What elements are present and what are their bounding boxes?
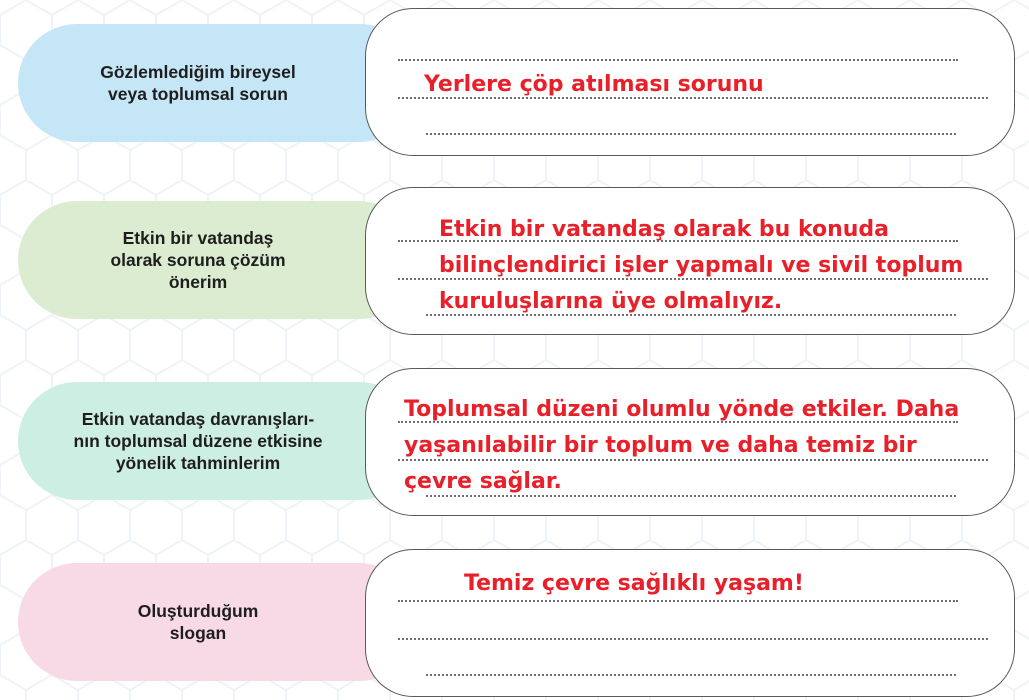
answer-line-1: Temiz çevre sağlıklı yaşam! bbox=[464, 571, 804, 596]
answer-line-1: Etkin bir vatandaş olarak bu konuda bbox=[439, 217, 890, 242]
answer-box-problem[interactable] bbox=[365, 8, 1015, 156]
label-text-problem: Gözlemlediğim bireysel veya toplumsal sorun bbox=[100, 62, 296, 104]
label-pill-predictions bbox=[18, 382, 418, 500]
label-pill-solution bbox=[18, 201, 418, 319]
label-pill-slogan bbox=[18, 563, 418, 681]
dotted-writing-line bbox=[398, 59, 958, 61]
answer-box-solution[interactable] bbox=[365, 187, 1015, 335]
label-text-solution: Etkin bir vatandaş olarak soruna çözüm önerim bbox=[110, 228, 286, 292]
answer-line-3: çevre sağlar. bbox=[404, 469, 562, 494]
dotted-writing-line bbox=[398, 638, 988, 640]
label-text-predictions: Etkin vatandaş davranışları- nın toplumsal düzene etkisine yönelik tahminlerim bbox=[73, 409, 323, 473]
label-text-slogan: Oluşturduğum slogan bbox=[137, 601, 259, 643]
label-pill-problem bbox=[18, 24, 418, 142]
answer-line-2: bilinçlendirici işler yapmalı ve sivil toplum bbox=[439, 253, 964, 278]
answer-line-2: yaşanılabilir bir toplum ve daha temiz bir bbox=[404, 433, 917, 458]
dotted-writing-line bbox=[426, 133, 956, 135]
answer-box-slogan[interactable] bbox=[365, 549, 1015, 697]
answer-line-1: Yerlere çöp atılması sorunu bbox=[424, 72, 764, 97]
dotted-writing-line bbox=[426, 674, 956, 676]
answer-line-1: Toplumsal düzeni olumlu yönde etkiler. Daha bbox=[404, 397, 960, 422]
answer-line-3: kuruluşlarına üye olmalıyız. bbox=[439, 289, 783, 314]
answer-box-predictions[interactable] bbox=[365, 368, 1015, 516]
